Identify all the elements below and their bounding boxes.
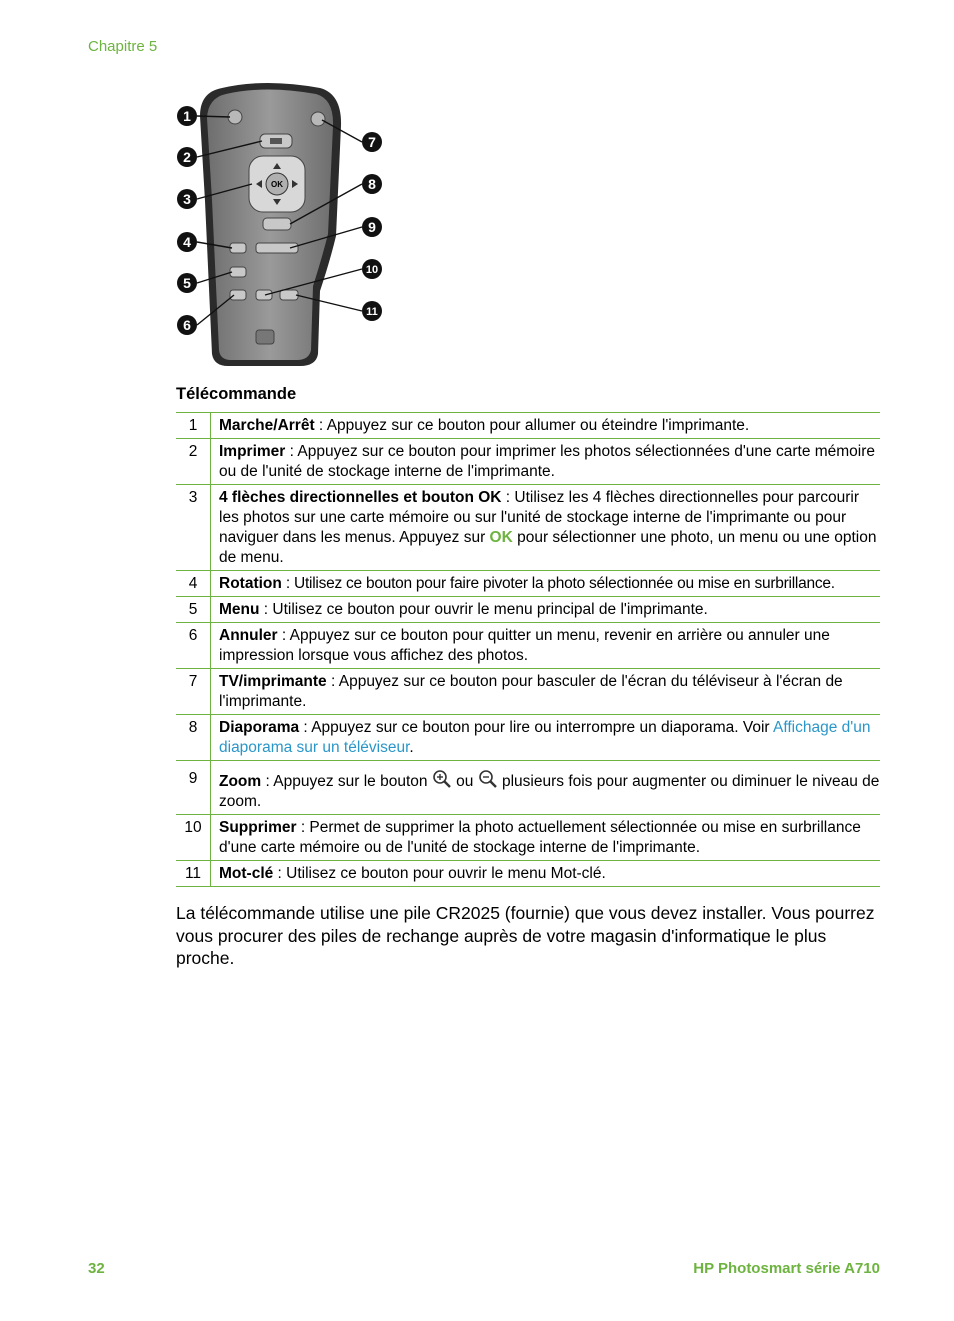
battery-paragraph: La télécommande utilise une pile CR2025 (fournie) que vous devez installer. Vous pourrez vous procurer des piles de rechange auprès de votre magasin d'informatique le plus proche.	[176, 903, 875, 968]
callout-7: 7	[368, 134, 376, 150]
row-number: 10	[176, 815, 211, 861]
term: Marche/Arrêt	[219, 417, 315, 434]
menu-button	[230, 267, 246, 277]
rotate-button	[230, 243, 246, 253]
svg-text:OK: OK	[271, 180, 283, 189]
row-number: 2	[176, 439, 211, 485]
table-row	[176, 413, 880, 439]
callout-10: 10	[365, 264, 379, 276]
description-text: : Appuyez sur ce bouton pour quitter un menu, revenir en arrière ou annuler une impression lorsque vous affichez des photos.	[219, 627, 830, 664]
row-description	[211, 571, 881, 597]
tv-printer-button	[311, 112, 325, 126]
slideshow-button	[263, 218, 291, 230]
row-description	[211, 761, 881, 815]
description-text: : Appuyez sur ce bouton pour basculer de l'écran du téléviseur à l'écran de l'imprimante.	[219, 673, 843, 710]
table-row	[176, 715, 880, 761]
callout-1: 1	[183, 108, 191, 124]
term: Zoom	[219, 773, 262, 790]
description-text: : Appuyez sur ce bouton pour allumer ou éteindre l'imprimante.	[314, 417, 750, 434]
description-text-end: plusieurs fois pour augmenter ou diminuer le niveau de zoom.	[219, 773, 880, 810]
table-row	[176, 861, 880, 887]
term: TV/imprimante	[219, 673, 327, 690]
row-number: 1	[176, 413, 211, 439]
table-row	[176, 439, 880, 485]
description-text: : Permet de supprimer la photo actuellement sélectionnée ou mise en surbrillance d'une carte mémoire ou de l'unité de stockage interne de l'imprimante.	[219, 819, 861, 856]
description-text: : Appuyez sur ce bouton pour imprimer les photos sélectionnées d'une carte mémoire ou de l'unité de stockage interne de l'imprimante.	[219, 443, 876, 480]
page-number: 32	[88, 1260, 105, 1277]
callout-11: 11	[366, 306, 378, 318]
row-number: 7	[176, 669, 211, 715]
callout-8: 8	[368, 176, 376, 192]
slideshow-link[interactable]: Affichage d'un diaporama sur un téléviseur	[219, 719, 871, 756]
table-row	[176, 623, 880, 669]
chapter-header: Chapitre 5	[88, 38, 158, 55]
row-description	[211, 815, 881, 861]
row-number: 9	[176, 761, 211, 815]
remote-control-illustration	[170, 76, 390, 372]
callout-9: 9	[368, 219, 376, 235]
table-row	[176, 485, 880, 571]
row-number: 5	[176, 597, 211, 623]
table-row	[176, 815, 880, 861]
term: Menu	[219, 601, 260, 618]
cancel-button	[230, 290, 246, 300]
description-text: : Appuyez sur le bouton	[261, 773, 432, 790]
table-row	[176, 571, 880, 597]
button-description-table	[176, 412, 880, 887]
row-description	[211, 439, 881, 485]
row-description	[211, 715, 881, 761]
description-text-mid: ou	[451, 773, 478, 790]
description-text: : Appuyez sur ce bouton pour lire ou interrompre un diaporama. Voir	[299, 719, 774, 736]
description-text: : Utilisez ce bouton pour ouvrir le menu Mot-clé.	[273, 865, 606, 882]
callout-2: 2	[183, 149, 191, 165]
ok-highlight: OK	[489, 529, 513, 546]
row-number: 4	[176, 571, 211, 597]
row-description	[211, 413, 881, 439]
description-text: : Utilisez ce bouton pour ouvrir le menu principal de l'imprimante.	[259, 601, 708, 618]
row-description	[211, 623, 881, 669]
table-row	[176, 669, 880, 715]
description-text-end: pour sélectionner une photo, un menu ou une option de menu.	[219, 529, 877, 566]
table-row	[176, 597, 880, 623]
row-description	[211, 669, 881, 715]
row-number: 11	[176, 861, 211, 887]
description-text: : Utilisez les 4 flèches directionnelles pour parcourir les photos sur une carte mémoire ou sur l'unité de stockage interne de l'imprimante ou pour naviguer dans les menus. Appuyez sur	[219, 489, 860, 546]
table-row	[176, 761, 880, 815]
term: 4 flèches directionnelles et bouton OK	[219, 489, 502, 506]
term: Supprimer	[219, 819, 297, 836]
description-text-end: .	[409, 739, 414, 756]
footer-title: HP Photosmart série A710	[693, 1260, 880, 1277]
row-description	[211, 861, 881, 887]
callout-6: 6	[183, 317, 191, 333]
keyword-button	[280, 290, 298, 300]
power-button	[228, 110, 242, 124]
zoom-out-icon	[478, 769, 498, 789]
callout-4: 4	[183, 234, 191, 250]
hp-logo	[256, 330, 274, 344]
term: Diaporama	[219, 719, 300, 736]
row-number: 3	[176, 485, 211, 571]
term: Mot-clé	[219, 865, 274, 882]
description-text: : Utilisez ce bouton pour faire pivoter la photo sélectionnée ou mise en surbrillance.	[281, 575, 835, 592]
figure-caption: Télécommande	[176, 385, 297, 403]
term: Imprimer	[219, 443, 286, 460]
delete-button	[256, 290, 272, 300]
zoom-in-icon	[432, 769, 452, 789]
callout-5: 5	[183, 275, 191, 291]
term: Rotation	[219, 575, 282, 592]
term: Annuler	[219, 627, 278, 644]
row-description	[211, 597, 881, 623]
row-description	[211, 485, 881, 571]
callout-3: 3	[183, 191, 191, 207]
row-number: 8	[176, 715, 211, 761]
row-number: 6	[176, 623, 211, 669]
